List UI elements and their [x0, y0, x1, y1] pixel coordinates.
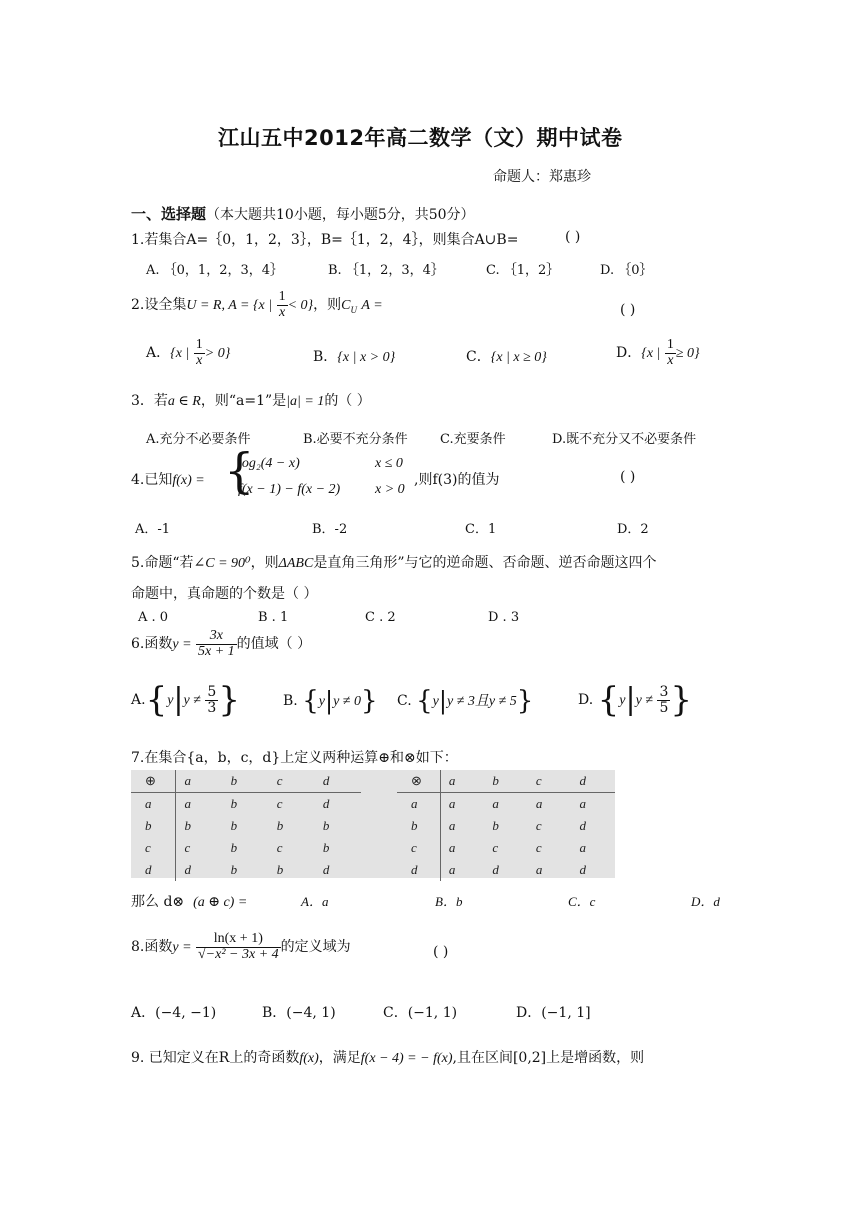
question-4-paren: ( ) [620, 469, 636, 485]
question-6-stem [131, 629, 311, 659]
fraction-numerator: ln(x + 1) [196, 932, 281, 948]
piecewise-condition-1: x ≤ 0 [375, 456, 403, 471]
table-cell: a [579, 796, 586, 811]
option-label: B. [283, 693, 298, 709]
question-7-option-d: D．d [691, 894, 720, 909]
fraction-denominator: x [667, 352, 674, 368]
table-row-label: d [397, 859, 440, 881]
table-cell: c [492, 840, 499, 855]
left-brace-icon: { [416, 686, 433, 716]
question-4-function: f(x) = [172, 473, 205, 488]
question-2-fraction [277, 290, 288, 320]
table-cell: a [448, 862, 456, 877]
question-4-label: 4.已知 [131, 472, 173, 488]
question-8-stem [131, 932, 351, 962]
question-2-set: U = R, A = {x | [186, 298, 273, 314]
table-header-cell: a [440, 770, 484, 793]
question-2-stem [131, 290, 383, 320]
question-5-part: ，则 [250, 555, 279, 571]
table-cell: a [184, 796, 191, 811]
question-7-option-c: C．c [568, 894, 596, 909]
table-cell: c [184, 840, 191, 855]
question-1-option-c: C. ｛1，2｝ [486, 263, 560, 278]
option-label: D. [578, 692, 594, 708]
option-set: {x | x ≥ 0} [490, 350, 547, 365]
table-cell: b [184, 818, 191, 833]
piecewise-brace: { [224, 443, 255, 499]
table-otimes [397, 770, 615, 878]
table-cell: a [492, 796, 499, 811]
fraction-numerator: 3 [659, 683, 669, 700]
table-cell: a [535, 862, 543, 877]
table-cell: c [276, 840, 283, 855]
table-row-label: c [131, 837, 176, 859]
bar-icon: | [324, 687, 334, 715]
question-8-option-b: B．(−4, 1) [262, 1005, 336, 1021]
question-3-part: 的（ ） [324, 393, 371, 409]
question-9-stem [131, 1047, 644, 1067]
table-cell: c [535, 818, 542, 833]
table-cell: a [448, 796, 456, 811]
question-1-stem: 1.若集合A=｛0，1，2，3｝，B=｛1，2，4｝，则集合A∪B= [131, 232, 519, 248]
question-7-ask-part: 那么 d⊗ [131, 894, 185, 910]
option-condition: y ≠ [635, 693, 654, 708]
table-header-cell: d [571, 770, 615, 793]
question-5-part: 5.命题“若 [131, 555, 194, 571]
question-6-option-c [397, 688, 533, 714]
question-8-option-c: C．(−1, 1) [383, 1005, 458, 1021]
right-brace-icon: } [360, 686, 378, 716]
question-4-option-d: D．2 [617, 522, 649, 537]
table-row [131, 815, 361, 837]
option-var: y [619, 693, 626, 708]
question-8-paren: ( ) [433, 944, 449, 960]
table-header-cell: b [484, 770, 528, 793]
option-condition: y ≠ 3且y ≠ 5 [446, 694, 517, 709]
question-6-option-d [578, 680, 693, 720]
question-7-ask-math: (a ⊕ c) = [193, 895, 248, 910]
left-brace-icon: { [302, 686, 319, 716]
table-cell: d [579, 818, 586, 833]
question-4-option-a: A．-1 [135, 522, 171, 537]
piecewise-case-2: f(x − 1) − f(x − 2) [238, 482, 341, 497]
question-8-option-d: D．(−1, 1] [516, 1005, 591, 1021]
table-cell: b [230, 862, 238, 877]
table-header-cell: c [269, 770, 315, 793]
question-2-option-d [616, 338, 700, 368]
question-6-label: 6.函数 [131, 636, 173, 653]
question-4-option-c: C．1 [465, 522, 497, 537]
question-8-function: y = [172, 940, 192, 956]
option-condition: > 0} [204, 346, 231, 362]
right-brace-icon: } [670, 680, 693, 720]
oplus-table [131, 770, 361, 881]
question-2-option-c [466, 346, 547, 366]
question-2-complement: C [341, 298, 351, 314]
question-2-condition: < 0} [287, 298, 314, 314]
table-cell: b [230, 796, 238, 811]
question-1-option-b: B. ｛1，2，3，4｝ [328, 263, 444, 278]
table-cell: d [184, 862, 191, 877]
question-5-line-1 [131, 552, 656, 572]
table-cell: a [579, 840, 586, 855]
question-5-math: ∠C = 90⁰ [193, 556, 251, 571]
section-title: 一、选择题 [131, 205, 207, 223]
operation-tables-image [131, 770, 615, 878]
question-3-option-d: D.既不充分又不必要条件 [552, 432, 697, 447]
table-corner [397, 770, 440, 793]
table-cell: a [448, 818, 456, 833]
piecewise-case-1: log₂(4 − x) [238, 456, 300, 471]
table-row [131, 793, 361, 816]
question-7-option-b: B．b [435, 894, 463, 909]
option-set: {x | [641, 346, 661, 362]
fraction-denominator: 3 [207, 699, 217, 716]
table-row [397, 815, 615, 837]
option-fraction [657, 685, 670, 715]
option-condition: y ≠ [183, 693, 201, 708]
table-header-cell: a [176, 770, 223, 793]
otimes-icon: ⊗ [411, 773, 422, 788]
question-3-math: |a| = 1 [286, 394, 325, 409]
option-label: C. [397, 693, 412, 709]
fraction-numerator: 1 [278, 289, 286, 304]
table-row [131, 837, 361, 859]
question-6-option-a [131, 680, 240, 720]
fraction-denominator: x [196, 352, 203, 368]
bar-icon: | [438, 687, 447, 715]
option-label: D． [616, 345, 642, 362]
option-label: A． [146, 345, 171, 362]
table-cell: d [492, 862, 499, 877]
question-8-tail: 的定义域为 [280, 939, 351, 956]
table-cell: b [322, 840, 330, 855]
question-9-part: 9. 已知定义在R上的奇函数 [131, 1050, 300, 1066]
question-8-option-a: A．(−4, −1) [131, 1005, 217, 1021]
table-cell: b [230, 818, 238, 833]
question-7-stem: 7.在集合{a，b，c，d}上定义两种运算⊕和⊗如下： [131, 750, 458, 766]
table-cell: c [535, 840, 542, 855]
question-5-option-c: C . 2 [365, 610, 396, 625]
option-label: C． [466, 349, 491, 365]
option-condition: y ≠ 0 [333, 694, 361, 709]
table-cell: b [492, 818, 499, 833]
question-5-part: 是直角三角形”与它的逆命题、否命题、逆否命题这四个 [313, 555, 657, 571]
question-3-stem [131, 390, 371, 410]
option-var: y [432, 694, 439, 709]
fraction-numerator: 1 [195, 337, 203, 352]
table-cell: a [448, 840, 456, 855]
section-note: （本大题共10小题，每小题5分，共50分） [206, 207, 475, 223]
option-condition: ≥ 0} [675, 346, 700, 362]
table-row [131, 859, 361, 881]
table-row [397, 859, 615, 881]
fraction-denominator: √−x² − 3x + 4 [197, 946, 279, 962]
question-3-option-b: B.必要不充分条件 [303, 432, 408, 447]
question-9-part: ,且在区间[0,2]上是增函数，则 [452, 1050, 645, 1066]
table-cell: b [230, 840, 238, 855]
table-cell: d [322, 862, 330, 877]
question-4-tail: ,则f(3)的值为 [414, 472, 500, 488]
question-9-part: ，满足 [318, 1050, 361, 1066]
question-2-subscript: U [350, 304, 357, 315]
right-brace-icon: } [516, 686, 534, 716]
question-7-option-a: A．a [301, 894, 329, 909]
piecewise-condition-2: x > 0 [375, 482, 405, 497]
table-row-label: a [131, 793, 176, 816]
option-label: B． [313, 349, 338, 365]
question-3-option-a: A.充分不必要条件 [146, 432, 251, 447]
question-8-label: 8.函数 [131, 939, 173, 956]
question-6-tail: 的值域（ ） [236, 636, 312, 653]
option-var: y [318, 694, 325, 709]
question-2-prefix: 2.设全集 [131, 297, 187, 314]
question-5-option-d: D . 3 [488, 610, 520, 625]
bar-icon: | [625, 682, 636, 717]
table-row-label: b [397, 815, 440, 837]
question-2-option-b [313, 346, 395, 366]
option-fraction [205, 685, 218, 715]
table-header-cell: d [315, 770, 361, 793]
left-brace-icon: { [597, 680, 620, 720]
fraction-numerator: 3x [196, 629, 237, 645]
question-8-fraction [196, 932, 281, 962]
question-3-math: a ∈ R [167, 394, 201, 409]
question-5-line-2: 命题中，真命题的个数是（ ） [131, 586, 318, 602]
question-6-function: y = [172, 637, 192, 653]
page-title: 江山五中2012年高二数学（文）期中试卷 [218, 126, 623, 150]
table-row-label: b [131, 815, 176, 837]
fraction-denominator: x [278, 304, 286, 320]
table-header-cell: c [528, 770, 572, 793]
option-label: A. [131, 692, 146, 708]
table-cell: b [276, 862, 284, 877]
option-set: {x | x > 0} [337, 350, 396, 365]
question-2-option-a [146, 338, 230, 368]
table-row-label: c [397, 837, 440, 859]
question-6-fraction [196, 629, 237, 659]
table-row [397, 793, 615, 816]
question-2-paren: ( ) [620, 302, 636, 318]
question-2-tail: ，则 [313, 297, 342, 314]
table-corner [131, 770, 176, 793]
left-brace-icon: { [145, 680, 168, 720]
otimes-table [397, 770, 615, 881]
author-line: 命题人：郑惠珍 [493, 169, 591, 185]
question-5-option-b: B . 1 [258, 610, 289, 625]
question-9-math: f(x − 4) = − f(x) [360, 1051, 453, 1066]
table-oplus [131, 770, 361, 878]
table-row-label: d [131, 859, 176, 881]
option-fraction [665, 338, 676, 368]
question-4-prefix [131, 469, 205, 489]
table-cell: b [322, 818, 330, 833]
question-7-ask [131, 891, 247, 911]
question-6-option-b [283, 688, 378, 714]
option-var: y [167, 693, 174, 708]
option-fraction [194, 338, 205, 368]
fraction-denominator: 5x + 1 [197, 643, 235, 659]
question-5-math: ΔABC [278, 556, 314, 571]
table-row-label: a [397, 793, 440, 816]
right-brace-icon: } [218, 680, 240, 720]
question-3-part: ，则“a=1”是 [200, 393, 287, 409]
table-cell: c [276, 796, 283, 811]
section-heading [131, 203, 475, 224]
fraction-numerator: 1 [666, 337, 674, 352]
fraction-denominator: 5 [659, 699, 669, 716]
bar-icon: | [173, 682, 184, 717]
question-1-option-a: A. ｛0，1，2，3，4｝ [146, 263, 284, 278]
question-5-option-a: A . 0 [138, 610, 169, 625]
question-3-part: 3．若 [131, 393, 168, 409]
table-header-cell: b [223, 770, 269, 793]
table-cell: b [276, 818, 284, 833]
table-cell: a [535, 796, 543, 811]
question-2-result: A = [361, 298, 383, 314]
table-cell: d [579, 862, 586, 877]
fraction-numerator: 5 [207, 683, 217, 700]
question-9-math: f(x) [299, 1051, 319, 1066]
question-3-option-c: C.充要条件 [440, 432, 506, 447]
option-set: {x | [170, 346, 190, 362]
oplus-icon: ⊕ [145, 773, 156, 788]
table-cell: d [322, 796, 330, 811]
question-4-option-b: B．-2 [312, 522, 348, 537]
question-1-paren: ( ) [565, 229, 581, 245]
table-row [397, 837, 615, 859]
question-1-option-d: D. ｛0｝ [600, 263, 653, 278]
